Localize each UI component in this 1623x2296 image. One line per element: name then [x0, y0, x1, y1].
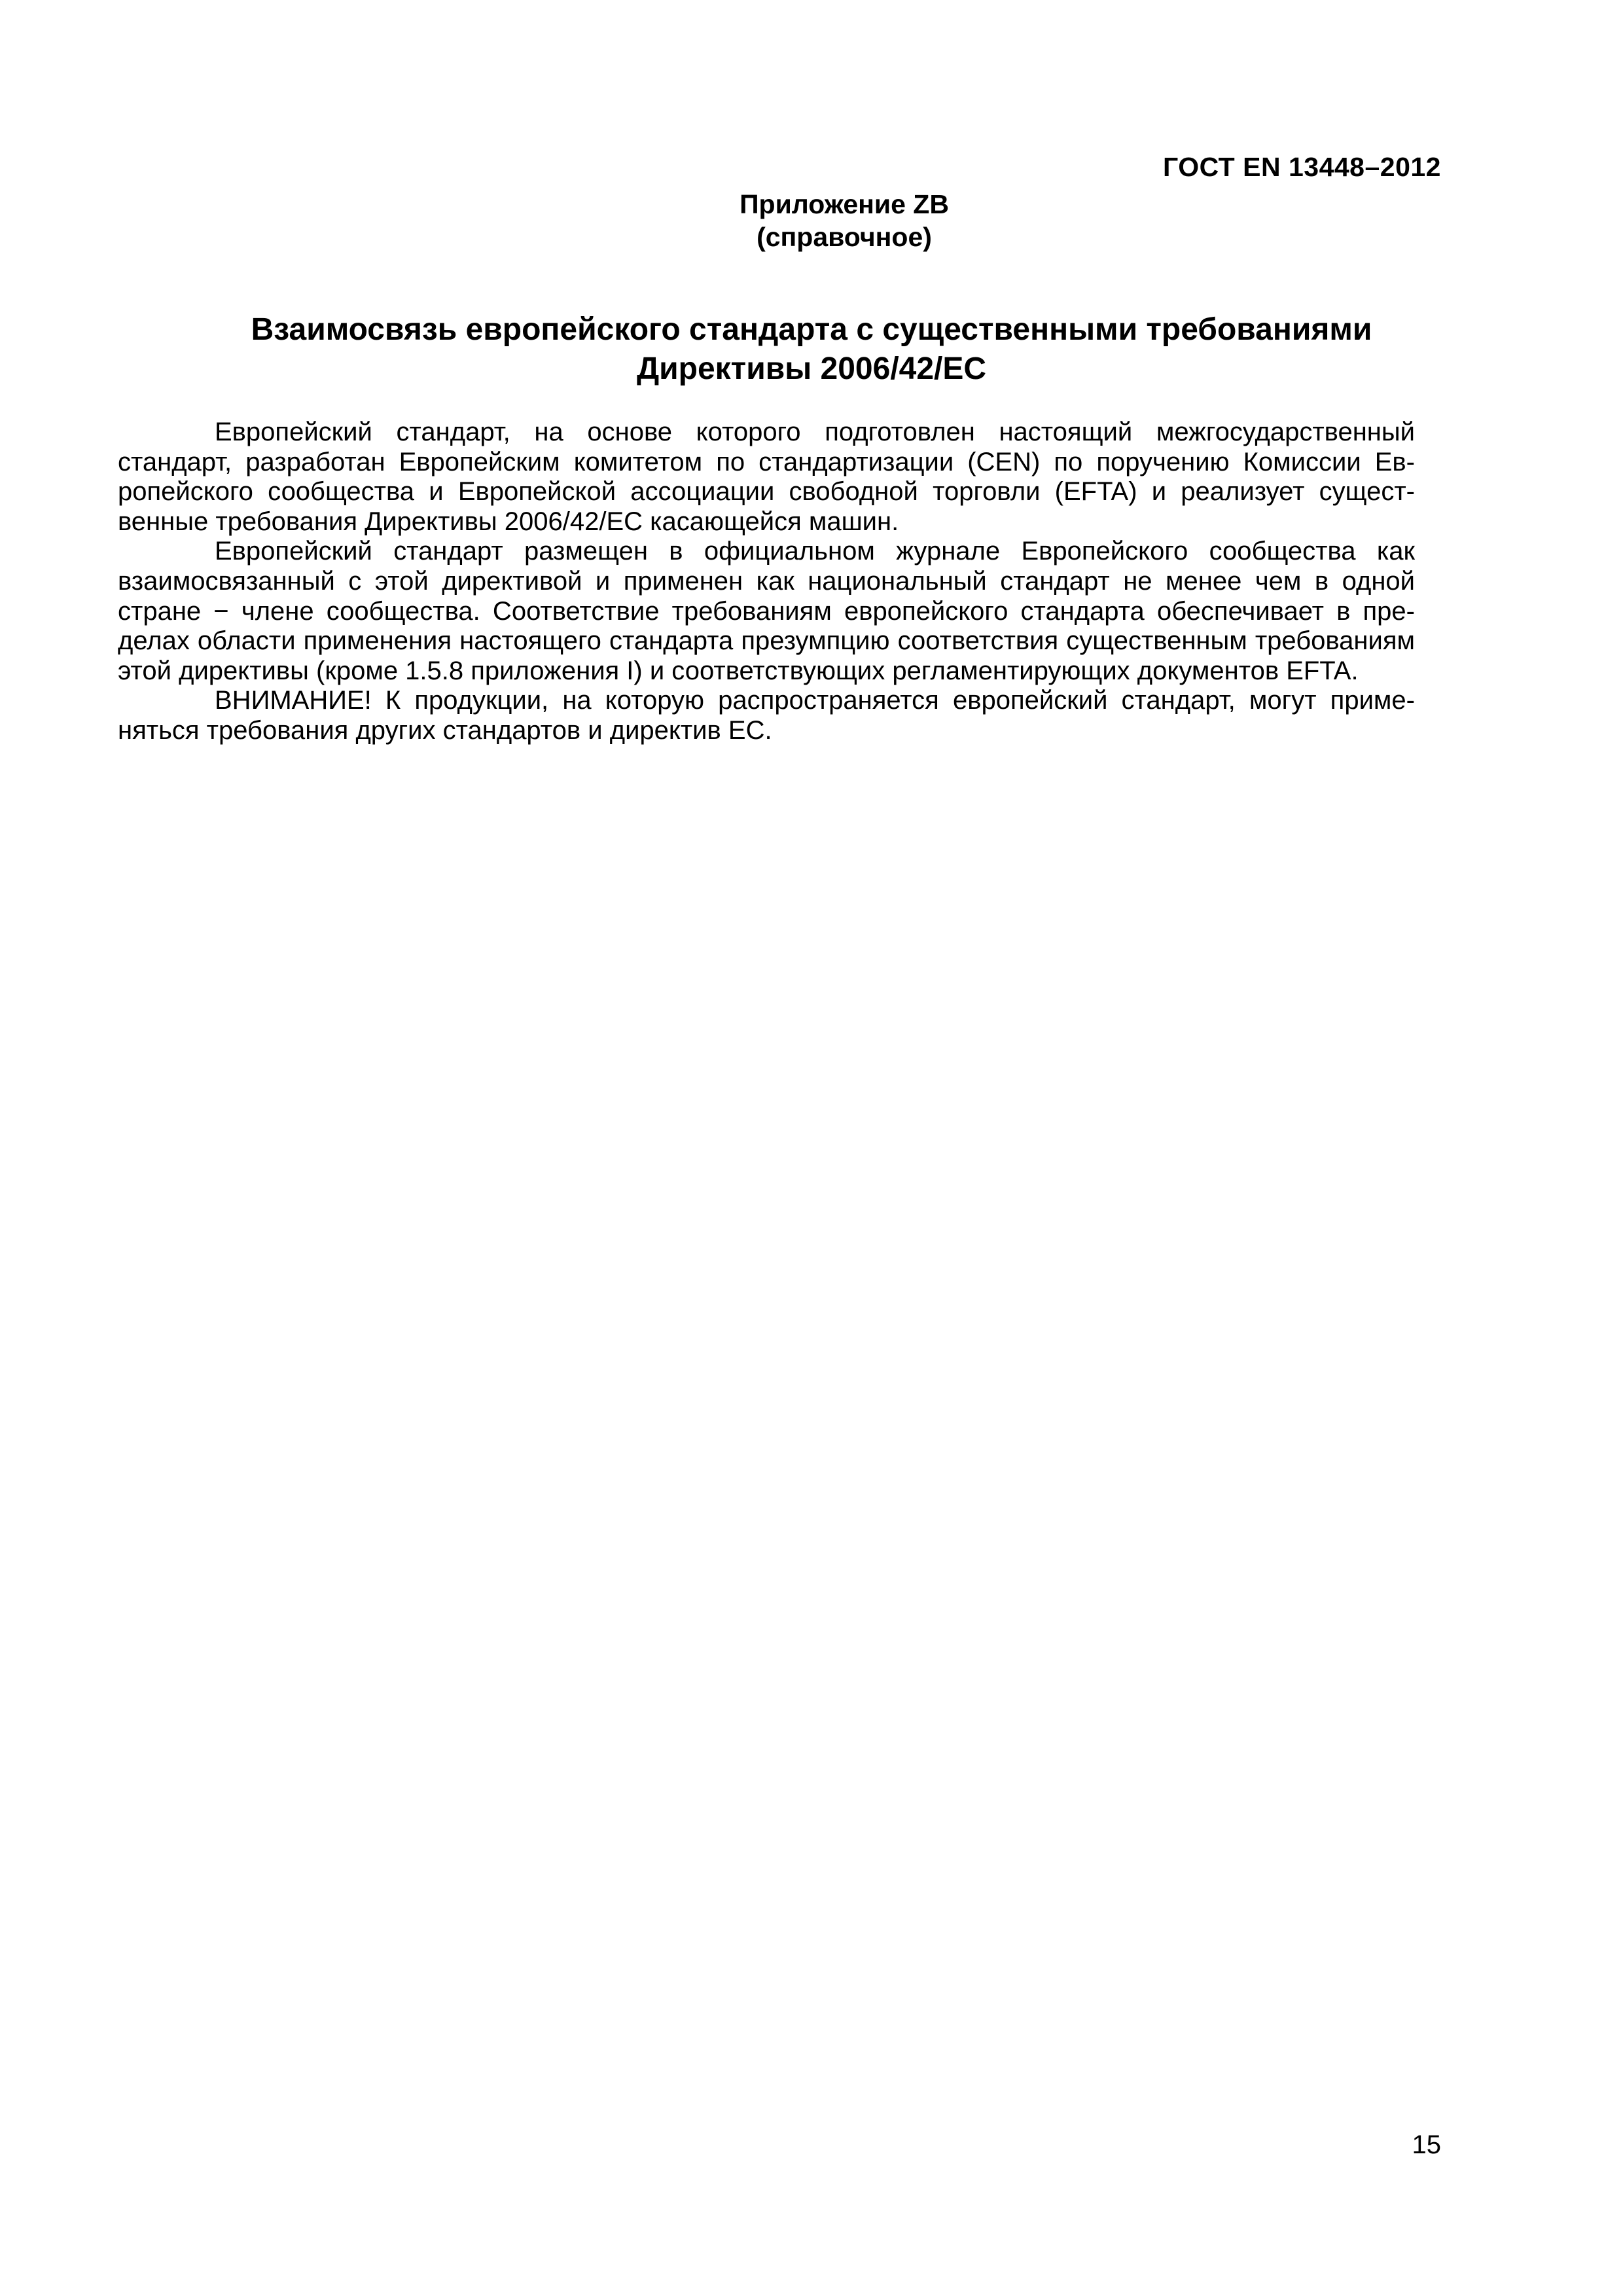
paragraph: Европейский стандарт размещен в официальном журнале Европейского сообщества как взаимосвязанный с этой директивой и применен как национальный стандарт не менее чем в одной стране − члене сообщества. Соответствие требованиям европейского стандарта обеспечивает в пределах области применения настоящего стандарта презумпцию соответствия существенным требованиям этой директивы (кроме 1.5.8 приложения I) и соответствующих регламентирующих документов EFTA. — [118, 537, 1415, 685]
annex-title-line-2: Директивы 2006/42/ЕС — [636, 351, 987, 386]
standard-code: ГОСТ EN 13448–2012 — [1163, 152, 1441, 182]
paragraph: Европейский стандарт, на основе которого подготовлен настоящий межгосударственный стандарт, разработан Европейским комитетом по стандартизации (CEN) по поручению Комиссии Европейского сообщества и Европейской ассоциации свободной торговли (EFTA) и реализует существенные требования Директивы 2006/42/ЕС касающейся машин. — [118, 418, 1415, 536]
annex-title — [118, 310, 1505, 389]
body-text — [118, 418, 1415, 746]
page-number: 15 — [1412, 2130, 1441, 2159]
annex-title-line-1: Взаимосвязь европейского стандарта с существенными требованиями — [251, 312, 1372, 347]
annex-type: (справочное) — [757, 222, 932, 252]
annex-heading — [0, 188, 1623, 253]
paragraph: ВНИМАНИЕ! К продукции, на которую распространяется европейский стандарт, могут применяться требования других стандартов и директив ЕС. — [118, 686, 1415, 745]
annex-label: Приложение ZB — [740, 189, 949, 219]
